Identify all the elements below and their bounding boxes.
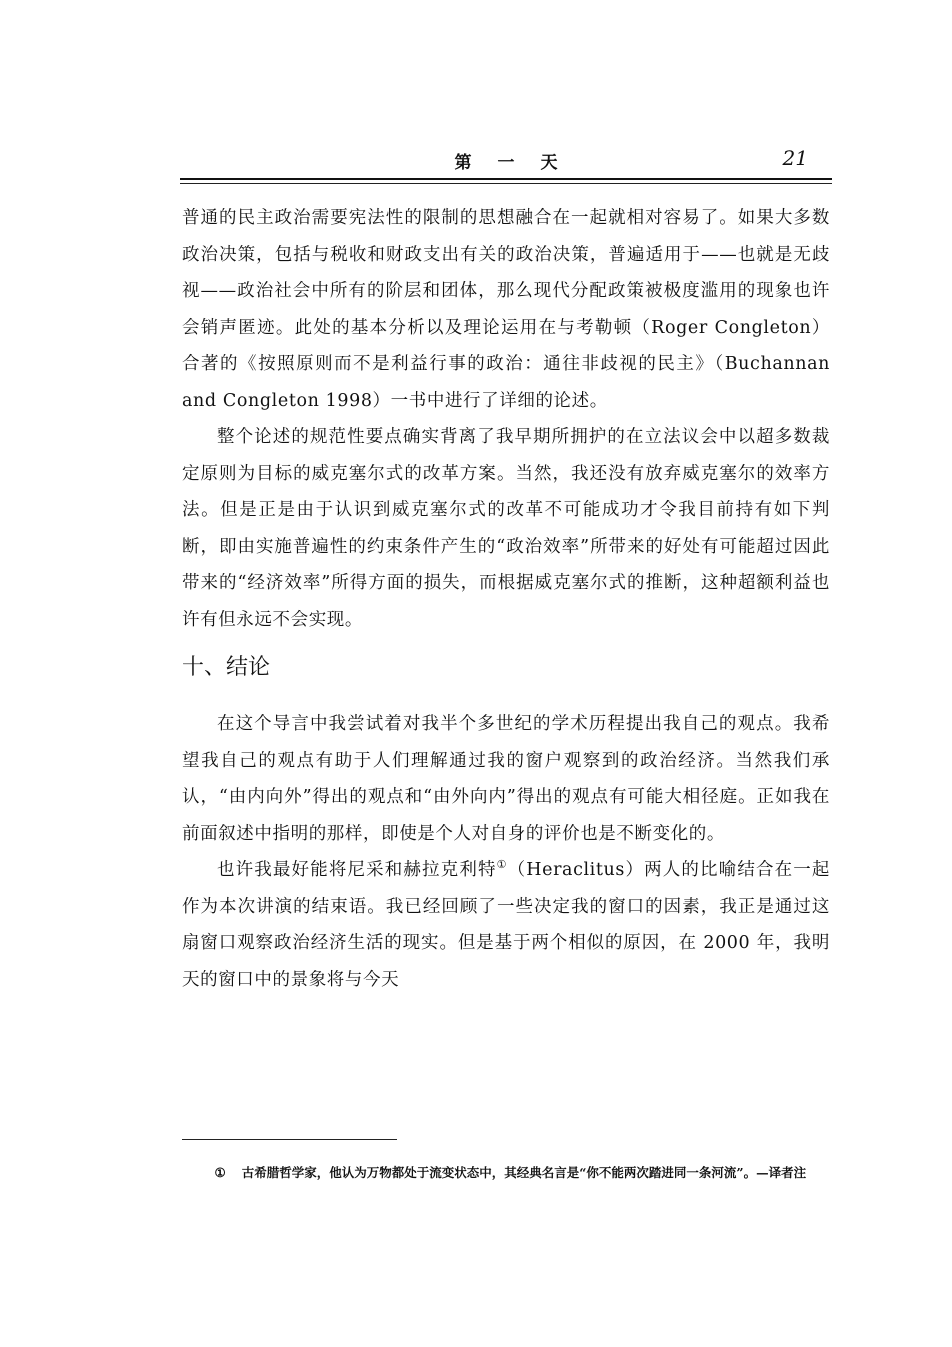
header-rule-thin xyxy=(180,183,832,184)
running-header xyxy=(180,146,832,176)
chapter-title: 第一天 xyxy=(454,153,584,173)
header-rule-thick xyxy=(180,178,832,180)
paragraph-text: 也许我最好能将尼采和赫拉克利特 xyxy=(217,860,497,880)
section-heading: 十、结论 xyxy=(182,655,271,680)
footnote xyxy=(182,1160,830,1186)
footnote-number: ① xyxy=(214,1165,226,1180)
body-text xyxy=(182,200,830,998)
footnote-marker: ① xyxy=(496,858,508,872)
footnote-text: 古希腊哲学家，他认为万物都处于流变状态中，其经典名言是“你不能两次踏进同一条河流”。—译者注 xyxy=(241,1165,807,1180)
paragraph xyxy=(182,852,830,998)
paragraph: 整个论述的规范性要点确实背离了我早期所拥护的在立法议会中以超多数裁定原则为目标的威克塞尔式的改革方案。当然，我还没有放弃威克塞尔的效率方法。但是正是由于认识到威克塞尔式的改革不可能成功才令我目前持有如下判断，即由实施普遍性的约束条件产生的“政治效率”所带来的好处有可能超过因此带来的“经济效率”所得方面的损失，而根据威克塞尔式的推断，这种超额利益也许有但永远不会实现。 xyxy=(182,427,830,630)
page-number: 21 xyxy=(782,146,808,170)
paragraph: 普通的民主政治需要宪法性的限制的思想融合在一起就相对容易了。如果大多数政治决策，包括与税收和财政支出有关的政治决策，普遍适用于——也就是无歧视——政治社会中所有的阶层和团体，那么现代分配政策被极度滥用的现象也许会销声匿迹。此处的基本分析以及理论运用在与考勒顿（Roger Congleton）合著的《按照原则而不是利益行事的政治：通往非歧视的民主》（Buchannan and Congleton 1998）一书中进行了详细的论述。 xyxy=(182,208,830,411)
paragraph-text: （Heraclitus）两人的比喻结合在一起作为本次讲演的结束语。我已经回顾了一些决定我的窗口的因素，我正是通过这扇窗口观察政治经济生活的现实。但是基于两个相似的原因，在 2000 年，我明天的窗口中的景象将与今天 xyxy=(182,860,831,990)
footnote-separator xyxy=(182,1139,397,1140)
paragraph: 在这个导言中我尝试着对我半个多世纪的学术历程提出我自己的观点。我希望我自己的观点有助于人们理解通过我的窗户观察到的政治经济。当然我们承认，“由内向外”得出的观点和“由外向内”得出的观点有可能大相径庭。正如我在前面叙述中指明的那样，即使是个人对自身的评价也是不断变化的。 xyxy=(182,714,830,844)
